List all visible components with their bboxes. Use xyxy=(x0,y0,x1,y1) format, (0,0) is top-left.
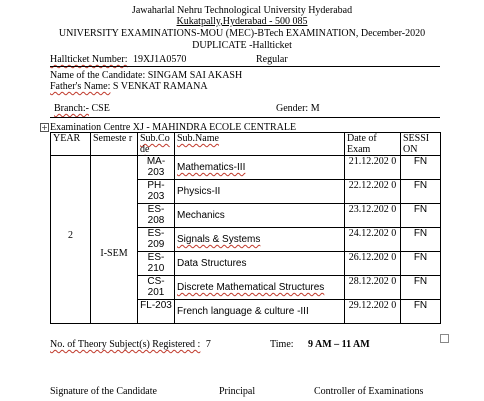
exam-date: 21.12.202 0 xyxy=(345,156,401,180)
time-row xyxy=(270,340,370,350)
candidate-signature: Signature of the Candidate xyxy=(50,386,157,397)
header-date: Date of Exam xyxy=(345,133,401,156)
subject-code: CS-201 xyxy=(138,276,175,300)
year-cell: 2 xyxy=(51,156,91,324)
candidate-name: SINGAM SAI AKASH xyxy=(147,70,243,81)
candidate-name-row xyxy=(50,71,242,81)
exam-date: 22.12.202 0 xyxy=(345,180,401,204)
subject-code: PH-203 xyxy=(138,180,175,204)
subject-code: ES-208 xyxy=(138,204,175,228)
branch-value: CSE xyxy=(91,103,110,114)
subjects-registered-count: 7 xyxy=(205,339,211,350)
subjects-registered-row xyxy=(50,340,211,350)
header-session: SESSI ON xyxy=(401,133,441,156)
subject-name-text: Discrete Mathematical Structures xyxy=(177,282,325,293)
subject-name-text: Signals & Systems xyxy=(177,234,261,245)
university-name: Jawaharlal Nehru Technological University Hyderabad xyxy=(131,5,353,16)
exam-date: 24.12.202 0 xyxy=(345,228,401,252)
subject-name xyxy=(175,156,345,180)
university-address: Kukatpally,Hyderabad - 500 085 xyxy=(176,16,308,27)
controller-signature: Controller of Examinations xyxy=(314,386,424,397)
father-name-row xyxy=(50,82,208,92)
father-name: S VENKAT RAMANA xyxy=(112,81,208,92)
time-value: 9 AM – 11 AM xyxy=(308,339,370,350)
candidate-type: Regular xyxy=(256,54,288,65)
header-semester: Semeste r xyxy=(91,133,138,156)
subject-name: Mechanics xyxy=(175,204,345,228)
hallticket-number: 19XJ1A0570 xyxy=(132,54,187,65)
header-divider xyxy=(50,66,440,67)
subject-row xyxy=(51,156,441,180)
semester-cell: I-SEM xyxy=(91,156,138,324)
subject-code: ES-209 xyxy=(138,228,175,252)
subject-name-text: Mathematics-III xyxy=(177,162,246,173)
table-move-handle-icon[interactable]: + xyxy=(41,123,48,132)
table-resize-handle[interactable] xyxy=(440,334,449,343)
exam-session: FN xyxy=(401,204,441,228)
exam-date: 23.12.202 0 xyxy=(345,204,401,228)
subjects-table xyxy=(50,132,441,324)
candidate-name-label: Name of the Candidate: xyxy=(50,70,146,81)
exam-title: UNIVERSITY EXAMINATIONS-MOU (MEC)-BTech EXAMINATION, December-2020 xyxy=(58,28,426,39)
duplicate-label: DUPLICATE -Hallticket xyxy=(192,40,292,51)
hallticket-row xyxy=(50,55,186,65)
gender-row xyxy=(276,104,320,114)
exam-session: FN xyxy=(401,252,441,276)
exam-date: 26.12.202 0 xyxy=(345,252,401,276)
branch-label: Branch:- xyxy=(54,103,89,114)
exam-session: FN xyxy=(401,228,441,252)
header-code: Sub.Co de xyxy=(138,133,175,156)
exam-session: FN xyxy=(401,276,441,300)
exam-date: 29.12.202 0 xyxy=(345,300,401,324)
subject-name: Data Structures xyxy=(175,252,345,276)
exam-session: FN xyxy=(401,300,441,324)
exam-date: 28.12.202 0 xyxy=(345,276,401,300)
principal-signature: Principal xyxy=(219,386,256,397)
subject-code: MA- 203 xyxy=(138,156,175,180)
header-name: Sub.Name xyxy=(175,133,345,156)
subject-name xyxy=(175,276,345,300)
subject-name: Physics-II xyxy=(175,180,345,204)
exam-session: FN xyxy=(401,156,441,180)
exam-session: FN xyxy=(401,180,441,204)
time-label: Time: xyxy=(270,339,294,350)
hallticket-label: Hallticket Number: xyxy=(50,54,128,65)
branch-divider xyxy=(50,117,440,118)
table-header-row xyxy=(51,133,441,156)
branch-row xyxy=(54,104,110,114)
subject-name xyxy=(175,228,345,252)
exam-centre: Examination Centre XJ - MAHINDRA ECOLE CENTRALE xyxy=(50,122,297,133)
subject-name: French language & culture -III xyxy=(175,300,345,324)
subject-code: FL-203 xyxy=(138,300,175,324)
subject-code: ES-210 xyxy=(138,252,175,276)
subjects-registered-label: No. of Theory Subject(s) Registered : xyxy=(50,339,201,350)
gender-label: Gender: xyxy=(276,103,309,114)
father-name-label: Father's Name: xyxy=(50,81,111,92)
gender-value: M xyxy=(310,103,320,114)
header-year: YEAR xyxy=(51,133,91,156)
